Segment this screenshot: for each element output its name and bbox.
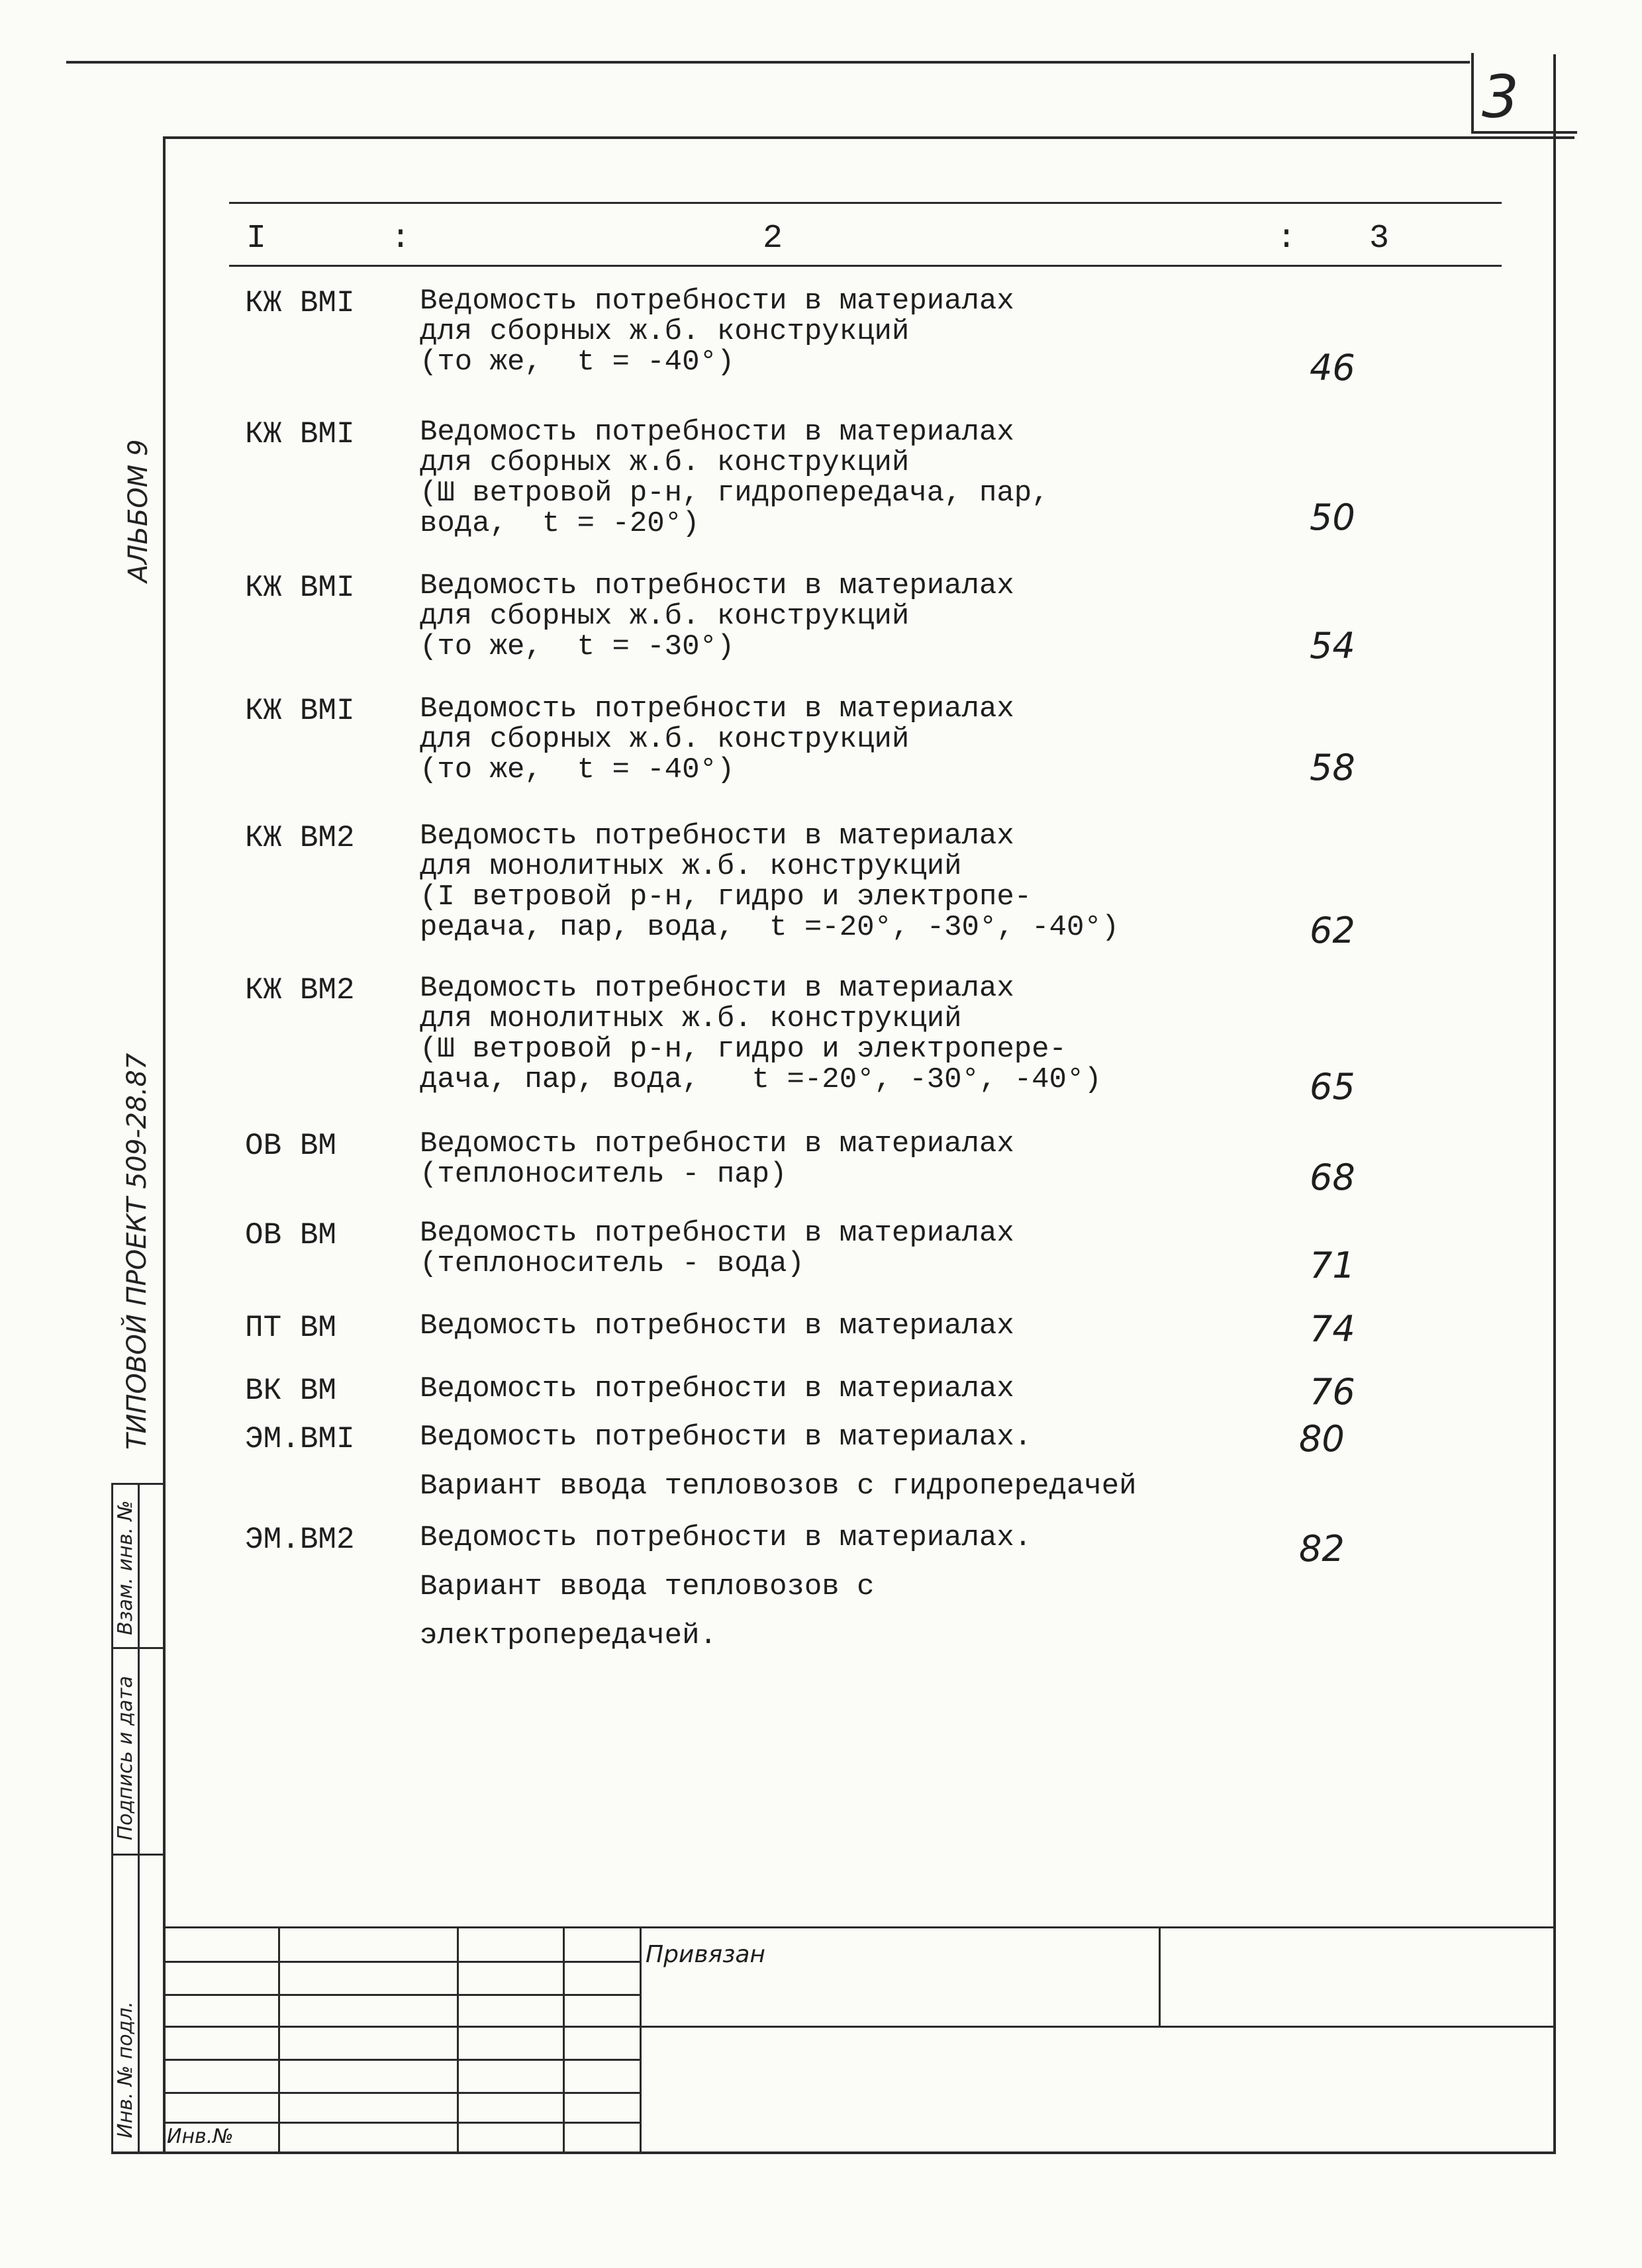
frame-right xyxy=(1553,54,1556,2154)
row-description: Ведомость потребности в материалах для монолитных ж.б. конструкций (I ветровой р-н, гидро и электропе- редача, пар, вода, t =-20°, -30°, -40°) xyxy=(420,820,1120,944)
row-code: ОВ ВМ xyxy=(245,1218,337,1252)
row-description: Ведомость потребности в материалах для сборных ж.б. конструкций (то же, t = -30°) xyxy=(420,569,1014,663)
row-code: ЭМ.ВМI xyxy=(245,1422,355,1456)
sidebar-field-replacement: Взам. инв. № xyxy=(114,1500,137,1635)
column-header-3: 3 xyxy=(1369,220,1390,258)
row-description: Ведомость потребности в материалах (теплоноситель - вода) xyxy=(420,1217,1014,1280)
stamp-h xyxy=(164,2092,641,2094)
row-page: 80 xyxy=(1299,1418,1345,1460)
stamp-h xyxy=(164,2122,641,2124)
page-box-left xyxy=(1471,53,1474,132)
row-description: Ведомость потребности в материалах. Вариант ввода тепловозов с гидропередачей xyxy=(420,1421,1137,1503)
stamp-h xyxy=(164,2026,1555,2028)
stamp-v xyxy=(1159,1926,1161,2027)
row-code: КЖ ВМI xyxy=(245,417,355,451)
row-page: 74 xyxy=(1310,1308,1355,1350)
sidebar-inner-divider xyxy=(138,1483,140,2153)
header-rule-bottom xyxy=(229,265,1502,267)
column-header-1: I xyxy=(246,220,267,258)
stamp-v xyxy=(278,1926,280,2151)
column-separator: : xyxy=(391,220,411,258)
stamp-h xyxy=(164,2059,641,2061)
column-header-2: 2 xyxy=(763,220,783,258)
row-page: 71 xyxy=(1310,1245,1355,1286)
row-page: 62 xyxy=(1310,910,1355,951)
row-page: 54 xyxy=(1310,625,1355,667)
row-page: 46 xyxy=(1310,347,1355,389)
row-code: ВК ВМ xyxy=(245,1374,337,1408)
row-page: 65 xyxy=(1310,1066,1355,1108)
row-description: Ведомость потребности в материалах для монолитных ж.б. конструкций (Ш ветровой р-н, гидро и электропере- дача, пар, вода, t =-20°, -30°, -40°) xyxy=(420,972,1102,1096)
row-code: ЭМ.ВМ2 xyxy=(245,1523,355,1557)
row-page: 50 xyxy=(1310,496,1355,538)
row-page: 76 xyxy=(1310,1371,1355,1413)
sidebar-field-original: Инв. № подл. xyxy=(114,2001,137,2138)
inventory-label: Инв.№ xyxy=(167,2125,234,2148)
row-page: 68 xyxy=(1310,1157,1355,1198)
frame-top xyxy=(164,136,1574,139)
top-rule xyxy=(66,61,1470,64)
row-code: КЖ ВМI xyxy=(245,694,355,728)
row-description: Ведомость потребности в материалах (теплоноситель - пар) xyxy=(420,1127,1014,1191)
stamp-v xyxy=(563,1926,565,2151)
stamp-v xyxy=(457,1926,459,2151)
row-code: ПТ ВМ xyxy=(245,1311,337,1345)
frame-bottom xyxy=(111,2151,1555,2154)
row-description: Ведомость потребности в материалах. Вариант ввода тепловозов с электропередачей. xyxy=(420,1521,1032,1652)
header-rule-top xyxy=(229,202,1502,204)
stamp-h xyxy=(164,1961,641,1963)
row-code: КЖ ВМ2 xyxy=(245,821,355,855)
column-separator: : xyxy=(1277,220,1297,258)
row-code: КЖ ВМ2 xyxy=(245,973,355,1008)
bound-label: Привязан xyxy=(646,1941,765,1968)
sidebar-field-signature: Подпись и дата xyxy=(114,1676,137,1840)
row-description: Ведомость потребности в материалах xyxy=(420,1372,1014,1405)
row-code: КЖ ВМI xyxy=(245,286,355,320)
row-description: Ведомость потребности в материалах для сборных ж.б. конструкций (Ш ветровой р-н, гидропередача, пар, вода, t = -20°) xyxy=(420,416,1049,540)
stamp-top xyxy=(164,1926,1555,1928)
row-description: Ведомость потребности в материалах xyxy=(420,1309,1014,1343)
row-page: 82 xyxy=(1299,1528,1345,1570)
row-description: Ведомость потребности в материалах для сборных ж.б. конструкций (то же, t = -40°) xyxy=(420,692,1014,786)
stamp-v xyxy=(640,1926,642,2151)
stamp-h xyxy=(164,1994,641,1996)
row-code: КЖ ВМI xyxy=(245,571,355,605)
sidebar-outer-left xyxy=(111,1483,113,2153)
album-label: АЛЬБОМ 9 xyxy=(123,439,154,583)
row-description: Ведомость потребности в материалах для сборных ж.б. конструкций (то же, t = -40°) xyxy=(420,285,1014,379)
row-page: 58 xyxy=(1310,747,1355,788)
row-code: ОВ ВМ xyxy=(245,1129,337,1163)
page-box-bottom xyxy=(1471,131,1577,134)
page-number: 3 xyxy=(1482,63,1519,131)
frame-left xyxy=(163,136,166,2154)
project-label: ТИПОВОЙ ПРОЕКТ 509-28.87 xyxy=(122,1053,152,1450)
